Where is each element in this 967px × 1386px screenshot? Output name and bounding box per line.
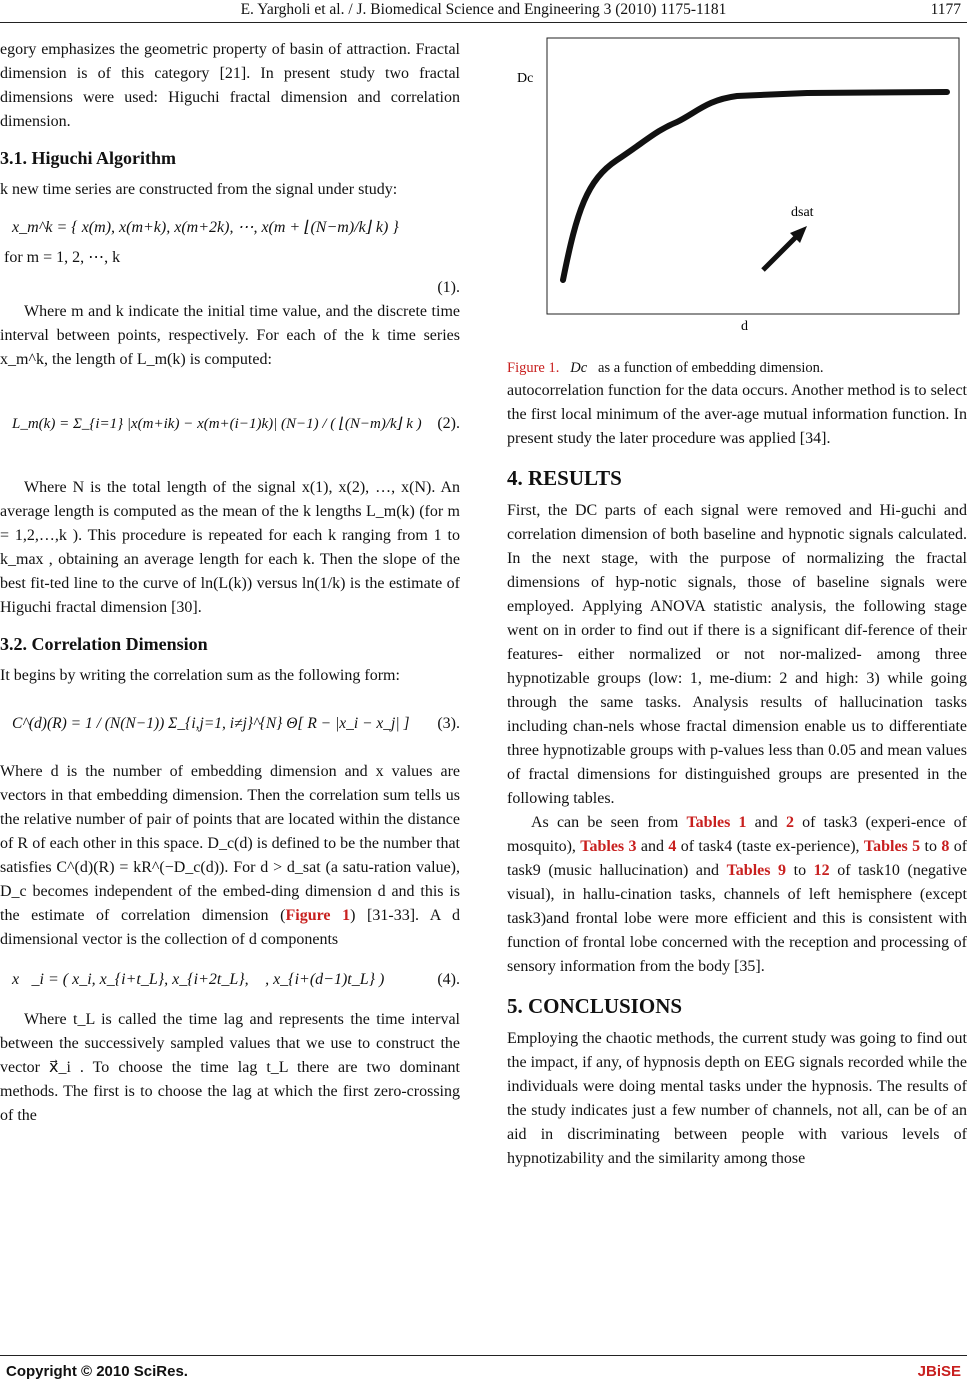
- figure-1-caption-symbol: Dc: [570, 360, 588, 376]
- figure-1-xlabel: d: [741, 319, 748, 334]
- paragraph-higuchi-intro: k new time series are constructed from the signal under study:: [0, 181, 398, 198]
- figure-1-annotation: dsat: [791, 205, 814, 220]
- table-2-link[interactable]: 2: [785, 814, 794, 831]
- table-1-link[interactable]: Tables 1: [686, 814, 747, 831]
- equation-1-condition: for m = 1, 2, ⋯, k: [4, 249, 121, 266]
- figure-1: [507, 30, 967, 376]
- equation-1: [0, 202, 460, 274]
- journal-name[interactable]: JBiSE: [917, 1363, 961, 1380]
- figure-1-caption-text: as a function of embedding dimension.: [598, 360, 824, 376]
- footer-rule: [0, 1355, 967, 1356]
- equation-1-body: x_m^k = { x(m), x(m+k), x(m+2k), ⋯, x(m + ⌊(N−m)/k⌋ k) }: [12, 219, 399, 236]
- left-column: [0, 38, 460, 1128]
- paragraph-correlation-intro: It begins by writing the correlation sum as the following form:: [0, 667, 400, 684]
- table-3-link[interactable]: Tables 3: [580, 838, 637, 855]
- equation-2-number: (2).: [437, 415, 460, 432]
- equation-4-number: (4).: [437, 971, 460, 988]
- figure-1-link[interactable]: Figure 1: [285, 907, 351, 924]
- page-footer: [0, 1355, 967, 1386]
- section-heading-higuchi: 3.1. Higuchi Algorithm: [0, 148, 177, 168]
- section-heading-results: 4. RESULTS: [507, 466, 622, 490]
- page-number: 1177: [930, 1, 961, 18]
- equation-1-number: (1).: [437, 279, 460, 296]
- section-heading-conclusions: 5. CONCLUSIONS: [507, 994, 683, 1018]
- paragraph-average-length: Where N is the total length of the signal x(1), x(2), …, x(N). An average length is computed as the mean of the k lengths L_m(k) (for m = 1,2,…,k ). This procedure is repeated for each k ranging from 1 to k_max , obtaining an average length for each k. Then the slope of the best fit-ted line to the curve of ln(L(k)) versus ln(1/k) is the estimate of Higuchi fractal dimension [30].: [0, 479, 460, 616]
- equation-4: [0, 952, 460, 1008]
- paragraph-autocorrelation: autocorrelation function for the data occurs. Another method is to select the first local minimum of the aver-age mutual information function. In present study the later procedure was applied [34].: [507, 382, 967, 447]
- table-5-link[interactable]: Tables 5: [863, 838, 921, 855]
- paragraph-results: First, the DC parts of each signal were removed and Hi-guchi and correlation dimension of both baseline and hypnotic signals calculated. In the next stage, with the purpose of normalizing the fractal dimensions of hyp-notic signals, those of baseline signals were employed. Applying ANOVA statistic analysis, the following stage went on in order to find out if there is a significant dif-ference of their features- either normalized or not nor-malized- among three hypnotizable groups (low: 1, me-dium: 2 and high: 3) while going through the same tasks. Analysis results of hallucination tasks including chan-nels whose fractal dimension enable us to differentiate three hypnotizable groups with p-values less than 0.05 and mean values of fractal dimensions for distinguished groups are presented in the following tables.: [507, 502, 967, 807]
- page-header: [0, 0, 967, 24]
- equation-3: [0, 688, 460, 760]
- equation-3-body: C^(d)(R) = 1 / (N(N−1)) Σ_{i,j=1, i≠j}^{N} Θ[ R − |x_i − x_j| ]: [12, 715, 410, 732]
- table-12-link[interactable]: 12: [813, 862, 830, 879]
- figure-1-caption-label: Figure 1.: [507, 360, 560, 376]
- table-8-link[interactable]: 8: [941, 838, 950, 855]
- paragraph-conclusions: Employing the chaotic methods, the current study was going to find out the impact, if any, of hypnosis depth on EEG signals recorded while the individuals were doing mental tasks under the hypnosis. The results of the study indicates just a few number of channels, not all, can be of an aid in discriminating between people with various levels of hypnotizability and the similarity among those: [507, 1030, 967, 1167]
- figure-1-frame: [547, 38, 959, 314]
- header-rule: [0, 22, 967, 23]
- equation-3-number: (3).: [437, 715, 460, 732]
- paragraph-time-lag: Where t_L is called the time lag and represents the time interval between the successively sampled values that we use to construct the vector x⃗_i . To choose the time lag t_L there are two dominant methods. The first is to choose the lag at which the first zero-crossing of the: [0, 1011, 460, 1124]
- copyright: Copyright © 2010 SciRes.: [6, 1363, 188, 1380]
- right-column: [507, 30, 967, 1171]
- paragraph-intro: egory emphasizes the geometric property of basin of attraction. Fractal dimension is of this category [21]. In present study two fractal dimensions were used: Higuchi fractal dimension and correlation dimension.: [0, 41, 460, 130]
- equation-2: [0, 372, 460, 476]
- equation-2-body: L_m(k) = Σ_{i=1} |x(m+ik) − x(m+(i−1)k)| (N−1) / ( ⌊(N−m)/k⌋ k ): [12, 416, 422, 432]
- paragraph-length-def: Where m and k indicate the initial time value, and the discrete time interval between points, respectively. For each of the k time series x_m^k, the length of L_m(k) is computed:: [0, 303, 460, 368]
- figure-1-plot: [507, 30, 967, 342]
- paragraph-tables: As can be seen from Tables 1 and 2 of task3 (experi-ence of mosquito), Tables 3 and 4 of task4 (taste ex-perience), Tables 5 to 8 of task9 (music hallucination) and Tables 9 to 12 of task10 (negative visual), in hallu-cination tasks, channels of left hemisphere (except task3)and frontal lobe were more efficient and this is consistent with function of frontal lobe concerned with the reception and processing of sensory information from the body [35].: [507, 814, 967, 975]
- table-4-link[interactable]: 4: [668, 838, 677, 855]
- figure-1-curve: [563, 92, 947, 280]
- equation-4-body: x⃗_i = ( x_i, x_{i+t_L}, x_{i+2t_L}, ⋯, x_{i+(d−1)t_L} ): [12, 971, 385, 988]
- table-9-link[interactable]: Tables 9: [726, 862, 787, 879]
- running-title: E. Yargholi et al. / J. Biomedical Science and Engineering 3 (2010) 1175-1181: [240, 1, 727, 18]
- paragraph-embedding: Where d is the number of embedding dimension and x values are vectors in that embedding dimension. Then the correlation sum tells us the relative number of pair of points that are located within the distance of R of each other in this space. D_c(d) is defined to be the number that satisfies C^(d)(R) = kR^(−D_c(d)). For d > d_sat (a satu-ration value), D_c becomes independent of the embed-ding dimension d and this is the estimate of correlation dimension (Figure 1) [31-33]. A d dimensional vector is the collection of d components: [0, 763, 461, 948]
- figure-1-caption: [507, 356, 967, 380]
- figure-1-ylabel: Dc: [517, 71, 534, 86]
- section-heading-correlation: 3.2. Correlation Dimension: [0, 634, 208, 654]
